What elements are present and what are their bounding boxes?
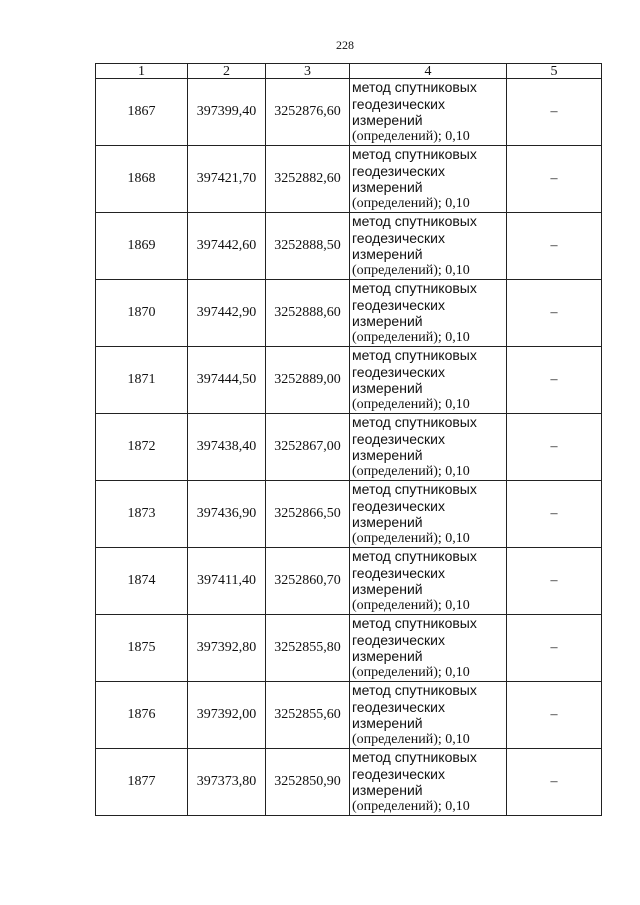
method-line: измерений bbox=[352, 447, 423, 463]
method-cell bbox=[350, 79, 507, 146]
method-line: метод спутниковых bbox=[352, 548, 477, 564]
point-number-cell: 1868 bbox=[96, 146, 188, 213]
note-cell: – bbox=[507, 749, 602, 816]
point-number-cell: 1869 bbox=[96, 213, 188, 280]
column-header-note: 5 bbox=[507, 64, 602, 79]
method-cell bbox=[350, 682, 507, 749]
method-line: метод спутниковых bbox=[352, 414, 477, 430]
table-row bbox=[96, 280, 602, 347]
note-cell: – bbox=[507, 146, 602, 213]
point-number-cell: 1867 bbox=[96, 79, 188, 146]
coordinates-table bbox=[95, 63, 602, 816]
method-line: метод спутниковых bbox=[352, 146, 477, 162]
method-line: (определений); 0,10 bbox=[352, 195, 470, 211]
method-line: геодезических bbox=[352, 229, 445, 246]
method-line: (определений); 0,10 bbox=[352, 329, 470, 345]
method-line: геодезических bbox=[352, 497, 445, 514]
x-coordinate-cell: 397442,60 bbox=[188, 213, 266, 280]
method-line: (определений); 0,10 bbox=[352, 530, 470, 546]
method-cell bbox=[350, 615, 507, 682]
table-row bbox=[96, 414, 602, 481]
y-coordinate-cell: 3252866,50 bbox=[266, 481, 350, 548]
method-line: измерений bbox=[352, 179, 423, 195]
note-cell: – bbox=[507, 79, 602, 146]
method-line: метод спутниковых bbox=[352, 280, 477, 296]
y-coordinate-cell: 3252850,90 bbox=[266, 749, 350, 816]
note-cell: – bbox=[507, 481, 602, 548]
y-coordinate-cell: 3252889,00 bbox=[266, 347, 350, 414]
table-row bbox=[96, 79, 602, 146]
method-line: метод спутниковых bbox=[352, 749, 477, 765]
method-line: геодезических bbox=[352, 698, 445, 715]
method-line: измерений bbox=[352, 715, 423, 731]
point-number-cell: 1870 bbox=[96, 280, 188, 347]
method-line: геодезических bbox=[352, 162, 445, 179]
table-row bbox=[96, 615, 602, 682]
method-cell bbox=[350, 414, 507, 481]
method-line: геодезических bbox=[352, 765, 445, 782]
table-row bbox=[96, 213, 602, 280]
note-cell: – bbox=[507, 280, 602, 347]
table-row bbox=[96, 548, 602, 615]
method-cell bbox=[350, 347, 507, 414]
method-line: (определений); 0,10 bbox=[352, 262, 470, 278]
method-line: геодезических bbox=[352, 430, 445, 447]
method-line: метод спутниковых bbox=[352, 347, 477, 363]
y-coordinate-cell: 3252888,60 bbox=[266, 280, 350, 347]
x-coordinate-cell: 397411,40 bbox=[188, 548, 266, 615]
page-number: 228 bbox=[336, 38, 354, 52]
point-number-cell: 1872 bbox=[96, 414, 188, 481]
y-coordinate-cell: 3252888,50 bbox=[266, 213, 350, 280]
method-line: измерений bbox=[352, 782, 423, 798]
method-line: метод спутниковых bbox=[352, 682, 477, 698]
method-line: метод спутниковых bbox=[352, 481, 477, 497]
method-line: (определений); 0,10 bbox=[352, 128, 470, 144]
method-cell bbox=[350, 213, 507, 280]
note-cell: – bbox=[507, 213, 602, 280]
method-line: (определений); 0,10 bbox=[352, 597, 470, 613]
point-number-cell: 1871 bbox=[96, 347, 188, 414]
method-line: метод спутниковых bbox=[352, 615, 477, 631]
y-coordinate-cell: 3252855,80 bbox=[266, 615, 350, 682]
x-coordinate-cell: 397438,40 bbox=[188, 414, 266, 481]
method-line: (определений); 0,10 bbox=[352, 731, 470, 747]
column-header-method: 4 bbox=[350, 64, 507, 79]
method-line: измерений bbox=[352, 112, 423, 128]
method-cell bbox=[350, 548, 507, 615]
note-cell: – bbox=[507, 347, 602, 414]
method-line: геодезических bbox=[352, 95, 445, 112]
method-line: метод спутниковых bbox=[352, 79, 477, 95]
method-line: метод спутниковых bbox=[352, 213, 477, 229]
y-coordinate-cell: 3252876,60 bbox=[266, 79, 350, 146]
x-coordinate-cell: 397373,80 bbox=[188, 749, 266, 816]
method-line: геодезических bbox=[352, 564, 445, 581]
method-line: измерений bbox=[352, 246, 423, 262]
method-line: измерений bbox=[352, 648, 423, 664]
method-cell bbox=[350, 749, 507, 816]
method-line: измерений bbox=[352, 380, 423, 396]
point-number-cell: 1874 bbox=[96, 548, 188, 615]
y-coordinate-cell: 3252860,70 bbox=[266, 548, 350, 615]
table-row bbox=[96, 749, 602, 816]
note-cell: – bbox=[507, 682, 602, 749]
note-cell: – bbox=[507, 615, 602, 682]
y-coordinate-cell: 3252882,60 bbox=[266, 146, 350, 213]
method-cell bbox=[350, 146, 507, 213]
table-header-row bbox=[96, 64, 602, 79]
table-row bbox=[96, 347, 602, 414]
method-line: геодезических bbox=[352, 363, 445, 380]
column-header-y: 3 bbox=[266, 64, 350, 79]
x-coordinate-cell: 397392,00 bbox=[188, 682, 266, 749]
table-row bbox=[96, 682, 602, 749]
x-coordinate-cell: 397436,90 bbox=[188, 481, 266, 548]
point-number-cell: 1875 bbox=[96, 615, 188, 682]
note-cell: – bbox=[507, 414, 602, 481]
table-row bbox=[96, 481, 602, 548]
method-line: (определений); 0,10 bbox=[352, 798, 470, 814]
method-line: измерений bbox=[352, 581, 423, 597]
x-coordinate-cell: 397399,40 bbox=[188, 79, 266, 146]
point-number-cell: 1873 bbox=[96, 481, 188, 548]
column-header-point: 1 bbox=[96, 64, 188, 79]
table-row bbox=[96, 146, 602, 213]
x-coordinate-cell: 397442,90 bbox=[188, 280, 266, 347]
y-coordinate-cell: 3252867,00 bbox=[266, 414, 350, 481]
method-line: (определений); 0,10 bbox=[352, 396, 470, 412]
method-line: (определений); 0,10 bbox=[352, 463, 470, 479]
method-line: геодезических bbox=[352, 631, 445, 648]
point-number-cell: 1876 bbox=[96, 682, 188, 749]
method-line: измерений bbox=[352, 313, 423, 329]
x-coordinate-cell: 397421,70 bbox=[188, 146, 266, 213]
x-coordinate-cell: 397392,80 bbox=[188, 615, 266, 682]
method-line: (определений); 0,10 bbox=[352, 664, 470, 680]
method-line: измерений bbox=[352, 514, 423, 530]
point-number-cell: 1877 bbox=[96, 749, 188, 816]
method-cell bbox=[350, 280, 507, 347]
x-coordinate-cell: 397444,50 bbox=[188, 347, 266, 414]
column-header-x: 2 bbox=[188, 64, 266, 79]
note-cell: – bbox=[507, 548, 602, 615]
y-coordinate-cell: 3252855,60 bbox=[266, 682, 350, 749]
method-cell bbox=[350, 481, 507, 548]
method-line: геодезических bbox=[352, 296, 445, 313]
